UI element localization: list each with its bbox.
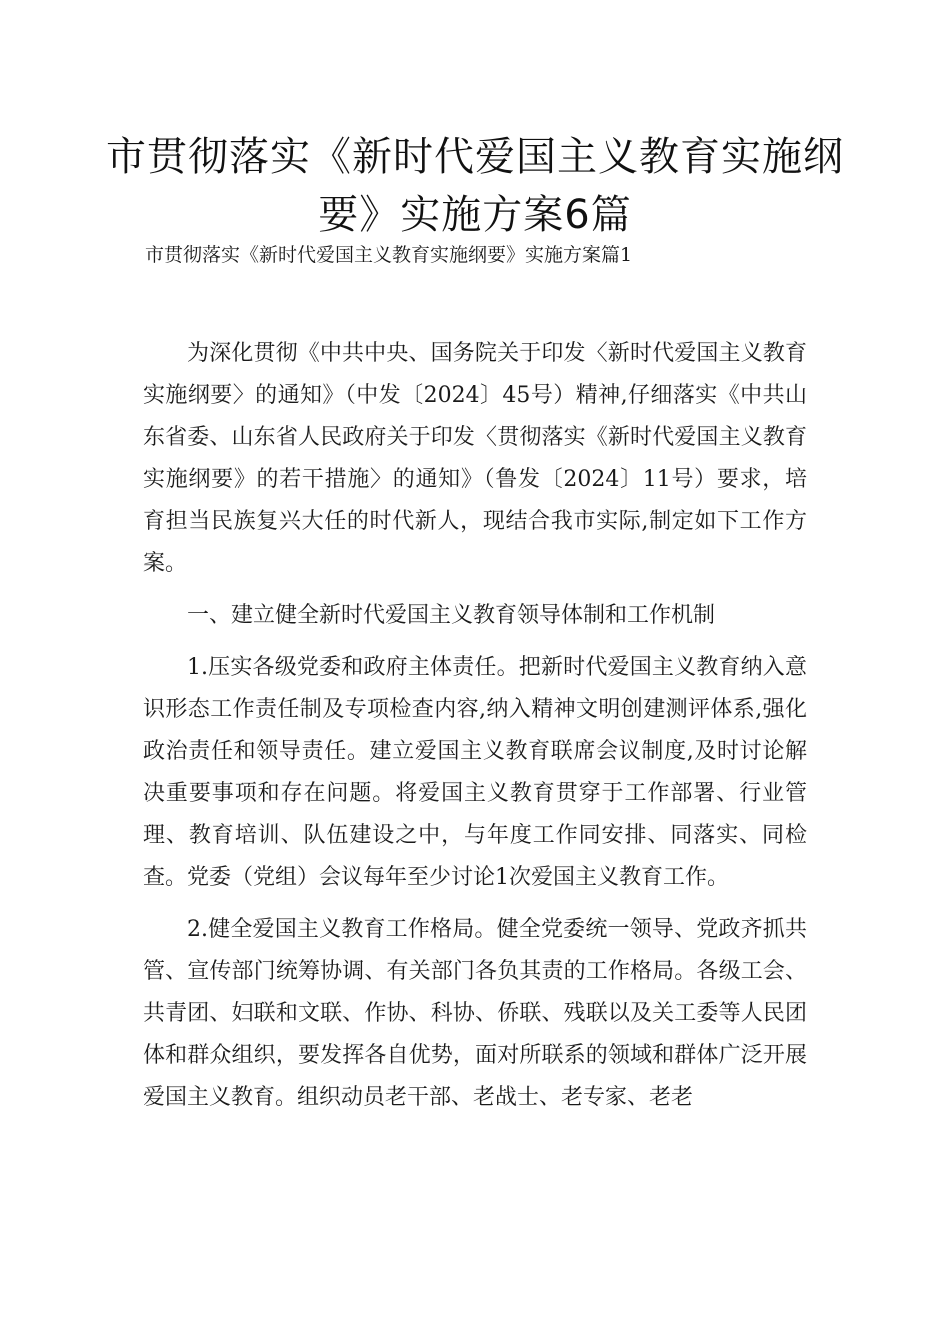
paragraph-intro: 为深化贯彻《中共中央、国务院关于印发〈新时代爱国主义教育实施纲要〉的通知》（中发〔2024〕45号）精神,仔细落实《中共山东省委、山东省人民政府关于印发〈贯彻落实《新时代爱国主义教育实施纲要》的若干措施〉的通知》（鲁发〔2024〕11号）要求，培育担当民族复兴大任的时代新人，现结合我市实际,制定如下工作方案。	[143, 341, 808, 576]
paragraph-item-1: 1.压实各级党委和政府主体责任。把新时代爱国主义教育纳入意识形态工作责任制及专项检查内容,纳入精神文明创建测评体系,强化政治责任和领导责任。建立爱国主义教育联席会议制度,及时讨论解决重要事项和存在问题。将爱国主义教育贯穿于工作部署、行业管理、教育培训、队伍建设之中，与年度工作同安排、同落实、同检查。党委（党组）会议每年至少讨论1次爱国主义教育工作。	[143, 655, 807, 890]
section-heading-1: 一、建立健全新时代爱国主义教育领导体制和工作机制	[187, 603, 716, 628]
document-title: 市贯彻落实《新时代爱国主义教育实施纲要》实施方案6篇	[106, 134, 844, 238]
paragraph-item-2: 2.健全爱国主义教育工作格局。健全党委统一领导、党政齐抓共管、宣传部门统筹协调、有关部门各负其责的工作格局。各级工会、共青团、妇联和文联、作协、科协、侨联、残联以及关工委等人民团体和群众组织，要发挥各自优势，面对所联系的领域和群体广泛开展爱国主义教育。组织动员老干部、老战士、老专家、老老	[143, 917, 807, 1110]
document-subtitle: 市贯彻落实《新时代爱国主义教育实施纲要》实施方案篇1	[145, 244, 633, 266]
document-body	[143, 333, 807, 1129]
